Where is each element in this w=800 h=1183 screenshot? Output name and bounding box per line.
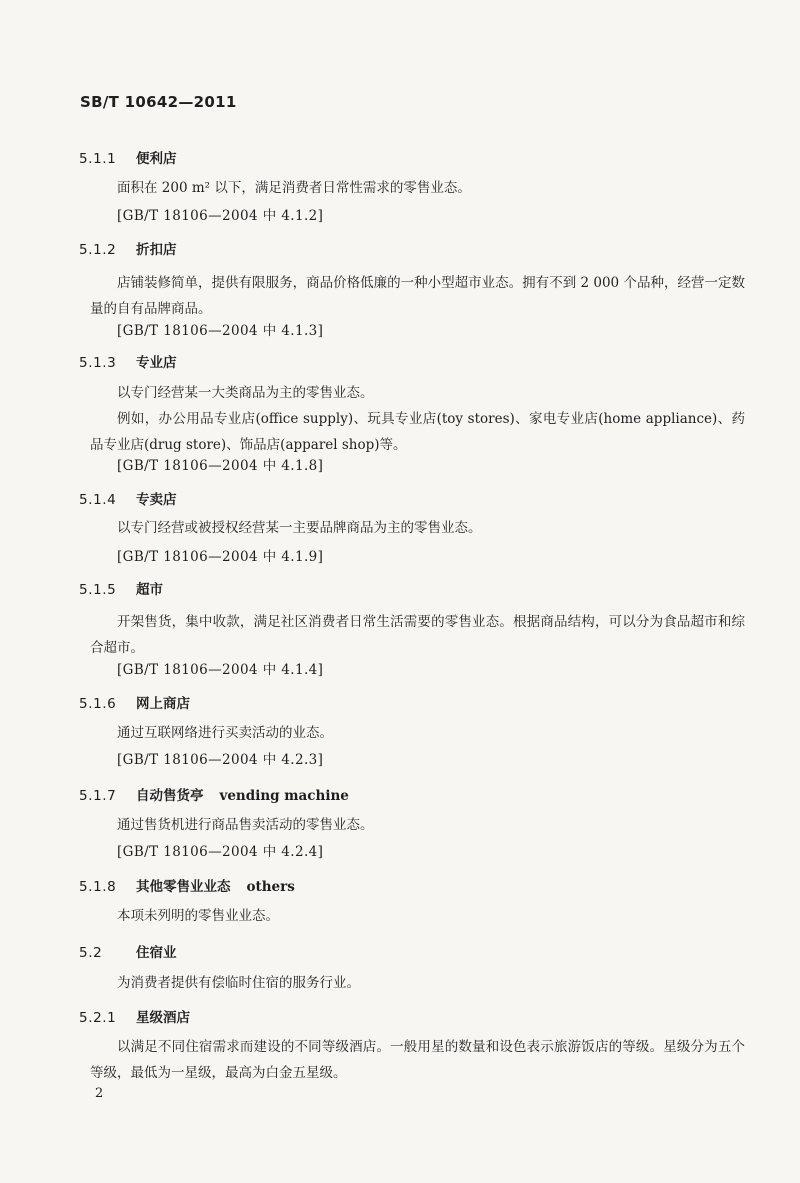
section-number: 5.1.8 bbox=[79, 879, 117, 895]
section-example-5-1-3: 例如，办公用品专业店(office supply)、玩具专业店(toy stores)、家电专业店(home appliance)、药品专业店(drug store)、饰品店(apparel shop)等。 bbox=[90, 411, 745, 453]
section-text-5-1-8: 本项未列明的零售业业态。 bbox=[117, 908, 279, 924]
section-title: 住宿业 bbox=[136, 945, 177, 961]
section-number: 5.2 bbox=[79, 945, 103, 961]
section-number: 5.1.1 bbox=[79, 151, 117, 167]
section-title-en: others bbox=[246, 879, 295, 895]
section-title: 超市 bbox=[136, 582, 163, 598]
section-ref-5-1-4: [GB/T 18106—2004 中 4.1.9] bbox=[117, 549, 324, 565]
section-text-5-1-3: 以专门经营某一大类商品为主的零售业态。 bbox=[117, 385, 374, 401]
section-heading-5-1-5 bbox=[79, 578, 163, 598]
standard-number: SB/T 10642—2011 bbox=[80, 93, 237, 111]
section-title: 其他零售业业态 bbox=[136, 879, 231, 895]
section-heading-5-2 bbox=[79, 941, 177, 961]
section-text-5-1-7: 通过售货机进行商品售卖活动的零售业态。 bbox=[117, 817, 374, 833]
section-ref-5-1-3: [GB/T 18106—2004 中 4.1.8] bbox=[117, 458, 324, 474]
section-title: 便利店 bbox=[136, 151, 177, 167]
section-heading-5-1-3 bbox=[79, 351, 177, 371]
section-text-5-1-1: 面积在 200 m² 以下，满足消费者日常性需求的零售业态。 bbox=[117, 180, 471, 196]
section-text-5-1-5: 开架售货，集中收款，满足社区消费者日常生活需要的零售业态。根据商品结构，可以分为食品超市和综合超市。 bbox=[90, 614, 745, 656]
section-text-5-2: 为消费者提供有偿临时住宿的服务行业。 bbox=[117, 975, 360, 991]
section-heading-5-2-1 bbox=[79, 1006, 190, 1026]
section-heading-5-1-1 bbox=[79, 147, 177, 167]
section-number: 5.1.3 bbox=[79, 355, 117, 371]
section-ref-5-1-2: [GB/T 18106—2004 中 4.1.3] bbox=[117, 323, 324, 339]
section-text-5-2-1: 以满足不同住宿需求而建设的不同等级酒店。一般用星的数量和设色表示旅游饭店的等级。星级分为五个等级，最低为一星级，最高为白金五星级。 bbox=[90, 1039, 745, 1081]
section-text-5-1-4: 以专门经营或被授权经营某一主要品牌商品为主的零售业态。 bbox=[117, 520, 482, 536]
section-title: 专卖店 bbox=[136, 492, 177, 508]
section-title-en: vending machine bbox=[219, 788, 349, 804]
section-number: 5.1.2 bbox=[79, 242, 117, 258]
section-title: 自动售货亭 bbox=[136, 788, 204, 804]
section-ref-5-1-6: [GB/T 18106—2004 中 4.2.3] bbox=[117, 752, 324, 768]
section-title: 网上商店 bbox=[136, 696, 190, 712]
section-ref-5-1-5: [GB/T 18106—2004 中 4.1.4] bbox=[117, 662, 324, 678]
section-text-5-1-2: 店铺装修简单，提供有限服务，商品价格低廉的一种小型超市业态。拥有不到 2 000 个品种，经营一定数量的自有品牌商品。 bbox=[90, 275, 745, 317]
page-number: 2 bbox=[95, 1086, 104, 1101]
section-heading-5-1-2 bbox=[79, 238, 177, 258]
section-number: 5.1.7 bbox=[79, 788, 117, 804]
section-title: 星级酒店 bbox=[136, 1010, 190, 1026]
section-ref-5-1-7: [GB/T 18106—2004 中 4.2.4] bbox=[117, 844, 324, 860]
section-heading-5-1-7 bbox=[79, 784, 349, 804]
section-number: 5.1.4 bbox=[79, 492, 117, 508]
section-ref-5-1-1: [GB/T 18106—2004 中 4.1.2] bbox=[117, 208, 324, 224]
section-title: 专业店 bbox=[136, 355, 177, 371]
section-heading-5-1-6 bbox=[79, 692, 190, 712]
section-heading-5-1-4 bbox=[79, 488, 177, 508]
section-number: 5.2.1 bbox=[79, 1010, 117, 1026]
section-title: 折扣店 bbox=[136, 242, 177, 258]
section-text-5-1-6: 通过互联网络进行买卖活动的业态。 bbox=[117, 725, 333, 741]
section-number: 5.1.6 bbox=[79, 696, 117, 712]
section-number: 5.1.5 bbox=[79, 582, 117, 598]
section-heading-5-1-8 bbox=[79, 875, 295, 895]
